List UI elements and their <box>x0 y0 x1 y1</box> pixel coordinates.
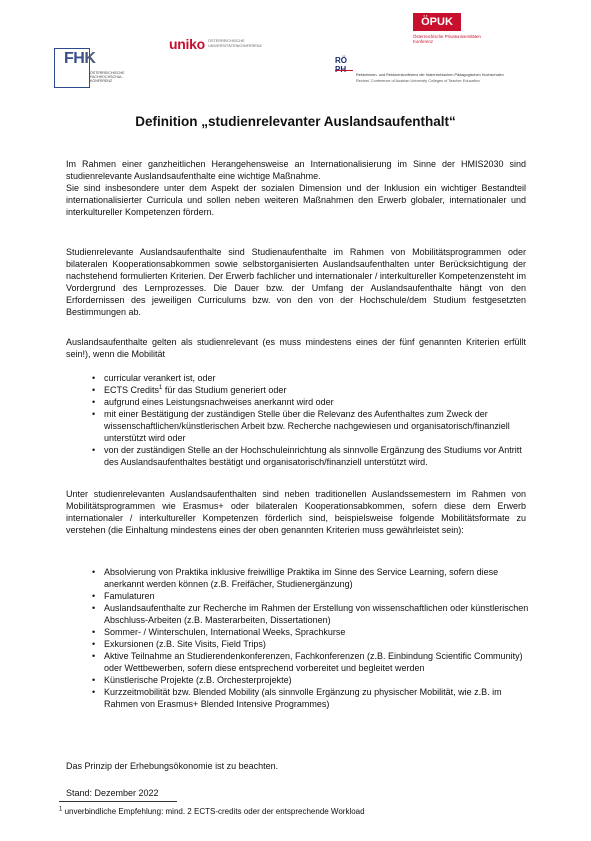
formats-list <box>92 566 532 710</box>
criteria-item-suffix: für das Studium generiert oder <box>162 385 287 395</box>
roeph-subtitle-de: Rektorinnen- und Rektorenkonferenz der österreichischen Pädagogischen Hochschulen <box>356 73 504 77</box>
document-title: Definition „studienrelevanter Auslandsaufenthalt“ <box>135 114 456 129</box>
list-item: • von der zuständigen Stelle an der Hochschuleinrichtung als sinnvolle Ergänzung des Studiums vor Antritt des Auslandsaufenthaltes bestätigt und organisatorisch/finanziell unterstützt wird. <box>92 444 532 468</box>
list-item: • Auslandsaufenthalte zur Recherche im Rahmen der Erstellung von wissenschaftlichen oder künstlerischen Abschluss-Arbeiten (z.B. Masterarbeiten, Dissertationen) <box>92 602 532 626</box>
list-item: • Kurzzeitmobilität bzw. Blended Mobility (als sinnvolle Ergänzung zu physischer Mobilität, wie z.B. im Rahmen von Erasmus+ Blended Intensive Programmes) <box>92 686 532 710</box>
footnote-divider <box>59 801 177 802</box>
list-item: • Famulaturen <box>92 590 532 602</box>
criteria-item-text: ECTS Credits <box>104 385 160 395</box>
list-item: • Exkursionen (z.B. Site Visits, Field Trips) <box>92 638 532 650</box>
intro-section <box>66 158 526 218</box>
list-item: • aufgrund eines Leistungsnachweises anerkannt wird oder <box>92 396 532 408</box>
roeph-logo-subtitle <box>356 72 546 84</box>
footnote-text: unverbindliche Empfehlung: mind. 2 ECTS-credits oder der entsprechende Workload <box>62 807 365 816</box>
footnote <box>59 807 365 817</box>
fhk-logo <box>64 50 95 68</box>
oepuk-logo: ÖPUK <box>413 13 461 31</box>
roeph-logo-text: RÖ <box>335 56 347 65</box>
oepuk-logo-subtitle: Österreichische Privatuniversitäten Konferenz <box>413 34 481 45</box>
footnote-reference[interactable]: 1 <box>159 385 163 391</box>
list-item: • Sommer- / Winterschulen, International Weeks, Sprachkurse <box>92 626 532 638</box>
uniko-logo-subtitle: ÖSTERREICHISCHE UNIVERSITÄTENKONFERENZ <box>208 39 262 48</box>
roeph-logo-bar <box>335 70 353 71</box>
definition-paragraph: Studienrelevante Auslandsaufenthalte sind Studienaufenthalte im Rahmen von Mobilitätsprogrammen oder bilateralen Kooperationsabkommen sowie selbstorganisierten Auslandsaufenthalten unter Berücksichtigung der nachstehend formulierten Kriterien. Der Erwerb fachlicher und internationaler / interkultureller Kompetenzensteht im Vordergrund des Lernprozesses. Die Dauer bzw. der Umfang der Auslandsaufenthalte hängt von den Erfordernissen des jeweiligen Curriculums bzw. von den von der Hochschule/dem Studium festgesetzten Bestimmungen ab. <box>66 247 526 317</box>
uniko-logo: uniko <box>169 36 205 52</box>
fhk-logo-text: FH <box>64 50 85 67</box>
roeph-logo <box>335 56 353 84</box>
footnote-mark: 1 <box>59 806 63 813</box>
list-item: • Absolvierung von Praktika inklusive freiwillige Praktika im Sinne des Service Learning, sofern diese anerkannt werden können (z.B. Freifächer, Studienergänzung) <box>92 566 532 590</box>
formats-intro: Unter studienrelevanten Auslandsaufenthalten sind neben traditionellen Auslandssemestern im Rahmen von Mobilitätsprogrammen wie Erasmus+ oder bilateralen Kooperationsabkommen, sofern diese dem Erwerb internationaler / interkultureller Kompetenzen förderlich sind, beispielsweise folgende Mobilitätsformate zu verstehen (die Einhaltung mindestens eines der oben genannten Kriterien muss gewährleistet sein): <box>66 489 526 535</box>
closing-note: Das Prinzip der Erhebungsökonomie ist zu beachten. <box>66 761 279 771</box>
list-item: • curricular verankert ist, oder <box>92 372 532 384</box>
fhk-logo-subtitle: ÖSTERREICHISCHE FACHHOCHSCHUL-KONFERENZ <box>90 71 125 84</box>
intro-paragraph-2: Sie sind insbesondere unter dem Aspekt der sozialen Dimension und der Inklusion ein wichtiger Bestandteil internationalisierter Curricula und sollen neben weiteren Maßnahmen den Erwerb globaler, internationaler und interkultureller Kompetenzen fördern. <box>66 183 526 217</box>
criteria-intro: Auslandsaufenthalte gelten als studienrelevant (es muss mindestens eines der fünf genannten Kriterien erfüllt sein!), wenn die Mobilität <box>66 337 526 359</box>
list-item: • Künstlerische Projekte (z.B. Orchesterprojekte) <box>92 674 532 686</box>
roeph-subtitle-en: Rectors' Conference of Austrian University Colleges of Teacher Education <box>356 79 480 83</box>
list-item: • mit einer Bestätigung der zuständigen Stelle über die Relevanz des Aufenthaltes zum Zweck der wissenschaftlichen/künstlerischen Arbeit bzw. Recherche nachgewiesen und organisatorisch/finanziell unterstützt wird oder <box>92 408 532 444</box>
intro-paragraph-1: Im Rahmen einer ganzheitlichen Herangehensweise an Internationalisierung im Sinne der HMIS2030 sind studienrelevante Auslandsaufenthalte eine wichtige Maßnahme. <box>66 159 526 181</box>
fhk-logo-k: K <box>84 50 96 67</box>
document-date: Stand: Dezember 2022 <box>66 788 159 798</box>
criteria-list <box>92 372 532 468</box>
list-item: • Aktive Teilnahme an Studierendenkonferenzen, Fachkonferenzen (z.B. Einbindung Scientific Community) oder Wettbewerben, sofern diese entsprechend vorbereitet und begleitet werden <box>92 650 532 674</box>
list-item <box>92 384 532 396</box>
